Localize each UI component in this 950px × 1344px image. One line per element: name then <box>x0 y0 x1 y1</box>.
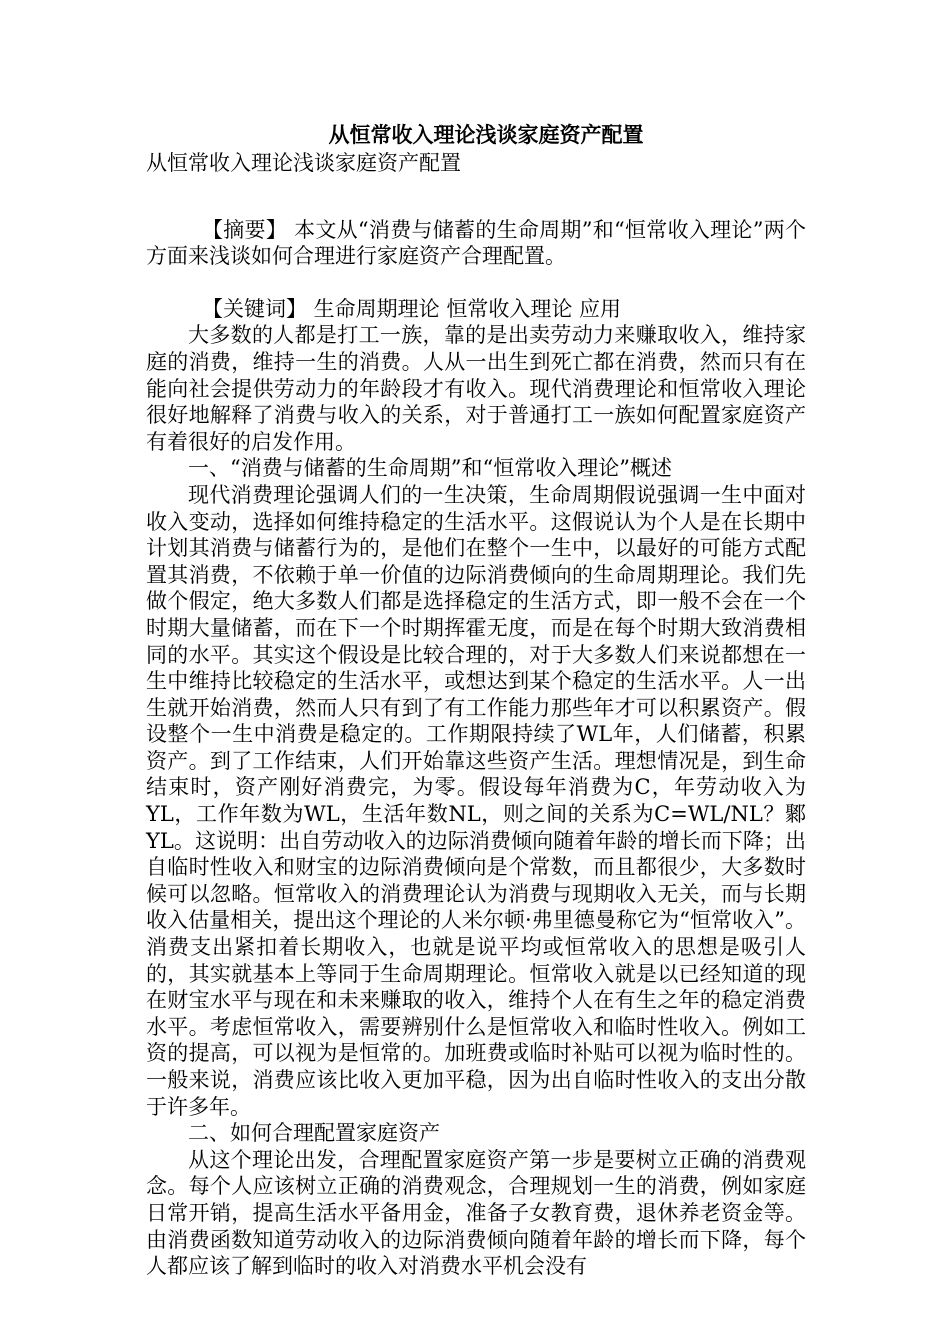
section-1-paragraph: 现代消费理论强调人们的一生决策，生命周期假说强调一生中面对收入变动，选择如何维持稳定的生活水平。这假说认为个人是在长期中计划其消费与储蓄行为的，是他们在整个一生中，以最好的可能方式配置其消费，不依赖于单一价值的边际消费倾向的生命周期理论。我们先做个假定，绝大多数人们都是选择稳定的生活方式，即一般不会在一个时期大量储蓄，而在下一个时期挥霍无度，而是在每个时期大致消费相同的水平。其实这个假设是比较合理的，对于大多数人们来说都想在一生中维持比较稳定的生活水平，或想达到某个稳定的生活水平。人一出生就开始消费，然而人只有到了有工作能力那些年才可以积累资产。假设整个一生中消费是稳定的。工作期限持续了WL年，人们储蓄，积累资产。到了工作结束，人们开始靠这些资产生活。理想情况是，到生命结束时，资产刚好消费完，为零。假设每年消费为C，年劳动收入为YL，工作年数为WL，生活年数NL，则之间的关系为C=WL/NL？鄹YL。这说明：出自劳动收入的边际消费倾向随着年龄的增长而下降；出自临时性收入和财宝的边际消费倾向是个常数，而且都很少，大多数时候可以忽略。恒常收入的消费理论认为消费与现期收入无关，而与长期收入估量相关，提出这个理论的人米尔顿·弗里德曼称它为“恒常收入”。消费支出紧扣着长期收入，也就是说平均或恒常收入的思想是吸引人的，其实就基本上等同于生命周期理论。恒常收入就是以已经知道的现在财宝水平与现在和未来赚取的收入，维持个人在有生之年的稳定消费水平。考虑恒常收入，需要辨别什么是恒常收入和临时性收入。例如工资的提高，可以视为是恒常的。加班费或临时补贴可以视为临时性的。一般来说，消费应该比收入更加平稳，因为出自临时性收入的支出分散于许多年。 <box>146 482 806 1119</box>
intro-paragraph: 大多数的人都是打工一族，靠的是出卖劳动力来赚取收入，维持家庭的消费，维持一生的消费。人从一出生到死亡都在消费，然而只有在能向社会提供劳动力的年龄段才有收入。现代消费理论和恒常收入理论很好地解释了消费与收入的关系，对于普通打工一族如何配置家庭资产有着很好的启发作用。 <box>146 323 806 454</box>
abstract-paragraph: 【摘要】 本文从“消费与储蓄的生命周期”和“恒常收入理论”两个方面来浅谈如何合理进行家庭资产合理配置。 <box>146 217 806 269</box>
document-body <box>146 120 806 1280</box>
keywords-line: 【关键词】 生命周期理论 恒常收入理论 应用 <box>202 296 622 321</box>
document-subtitle: 从恒常收入理论浅谈家庭资产配置 <box>146 151 461 175</box>
section-heading-2: 二、如何合理配置家庭资产 <box>188 1121 440 1146</box>
section-heading-1: 一、“消费与储蓄的生命周期”和“恒常收入理论”概述 <box>188 456 672 481</box>
document-title: 从恒常收入理论浅谈家庭资产配置 <box>328 122 644 147</box>
section-2-paragraph: 从这个理论出发，合理配置家庭资产第一步是要树立正确的消费观念。每个人应该树立正确的消费观念，合理规划一生的消费，例如家庭日常开销，提高生活水平备用金，准备子女教育费，退休养老资金等。由消费函数知道劳动收入的边际消费倾向随着年龄的增长而下降，每个人都应该了解到临时的收入对消费水平机会没有 <box>146 1147 806 1279</box>
